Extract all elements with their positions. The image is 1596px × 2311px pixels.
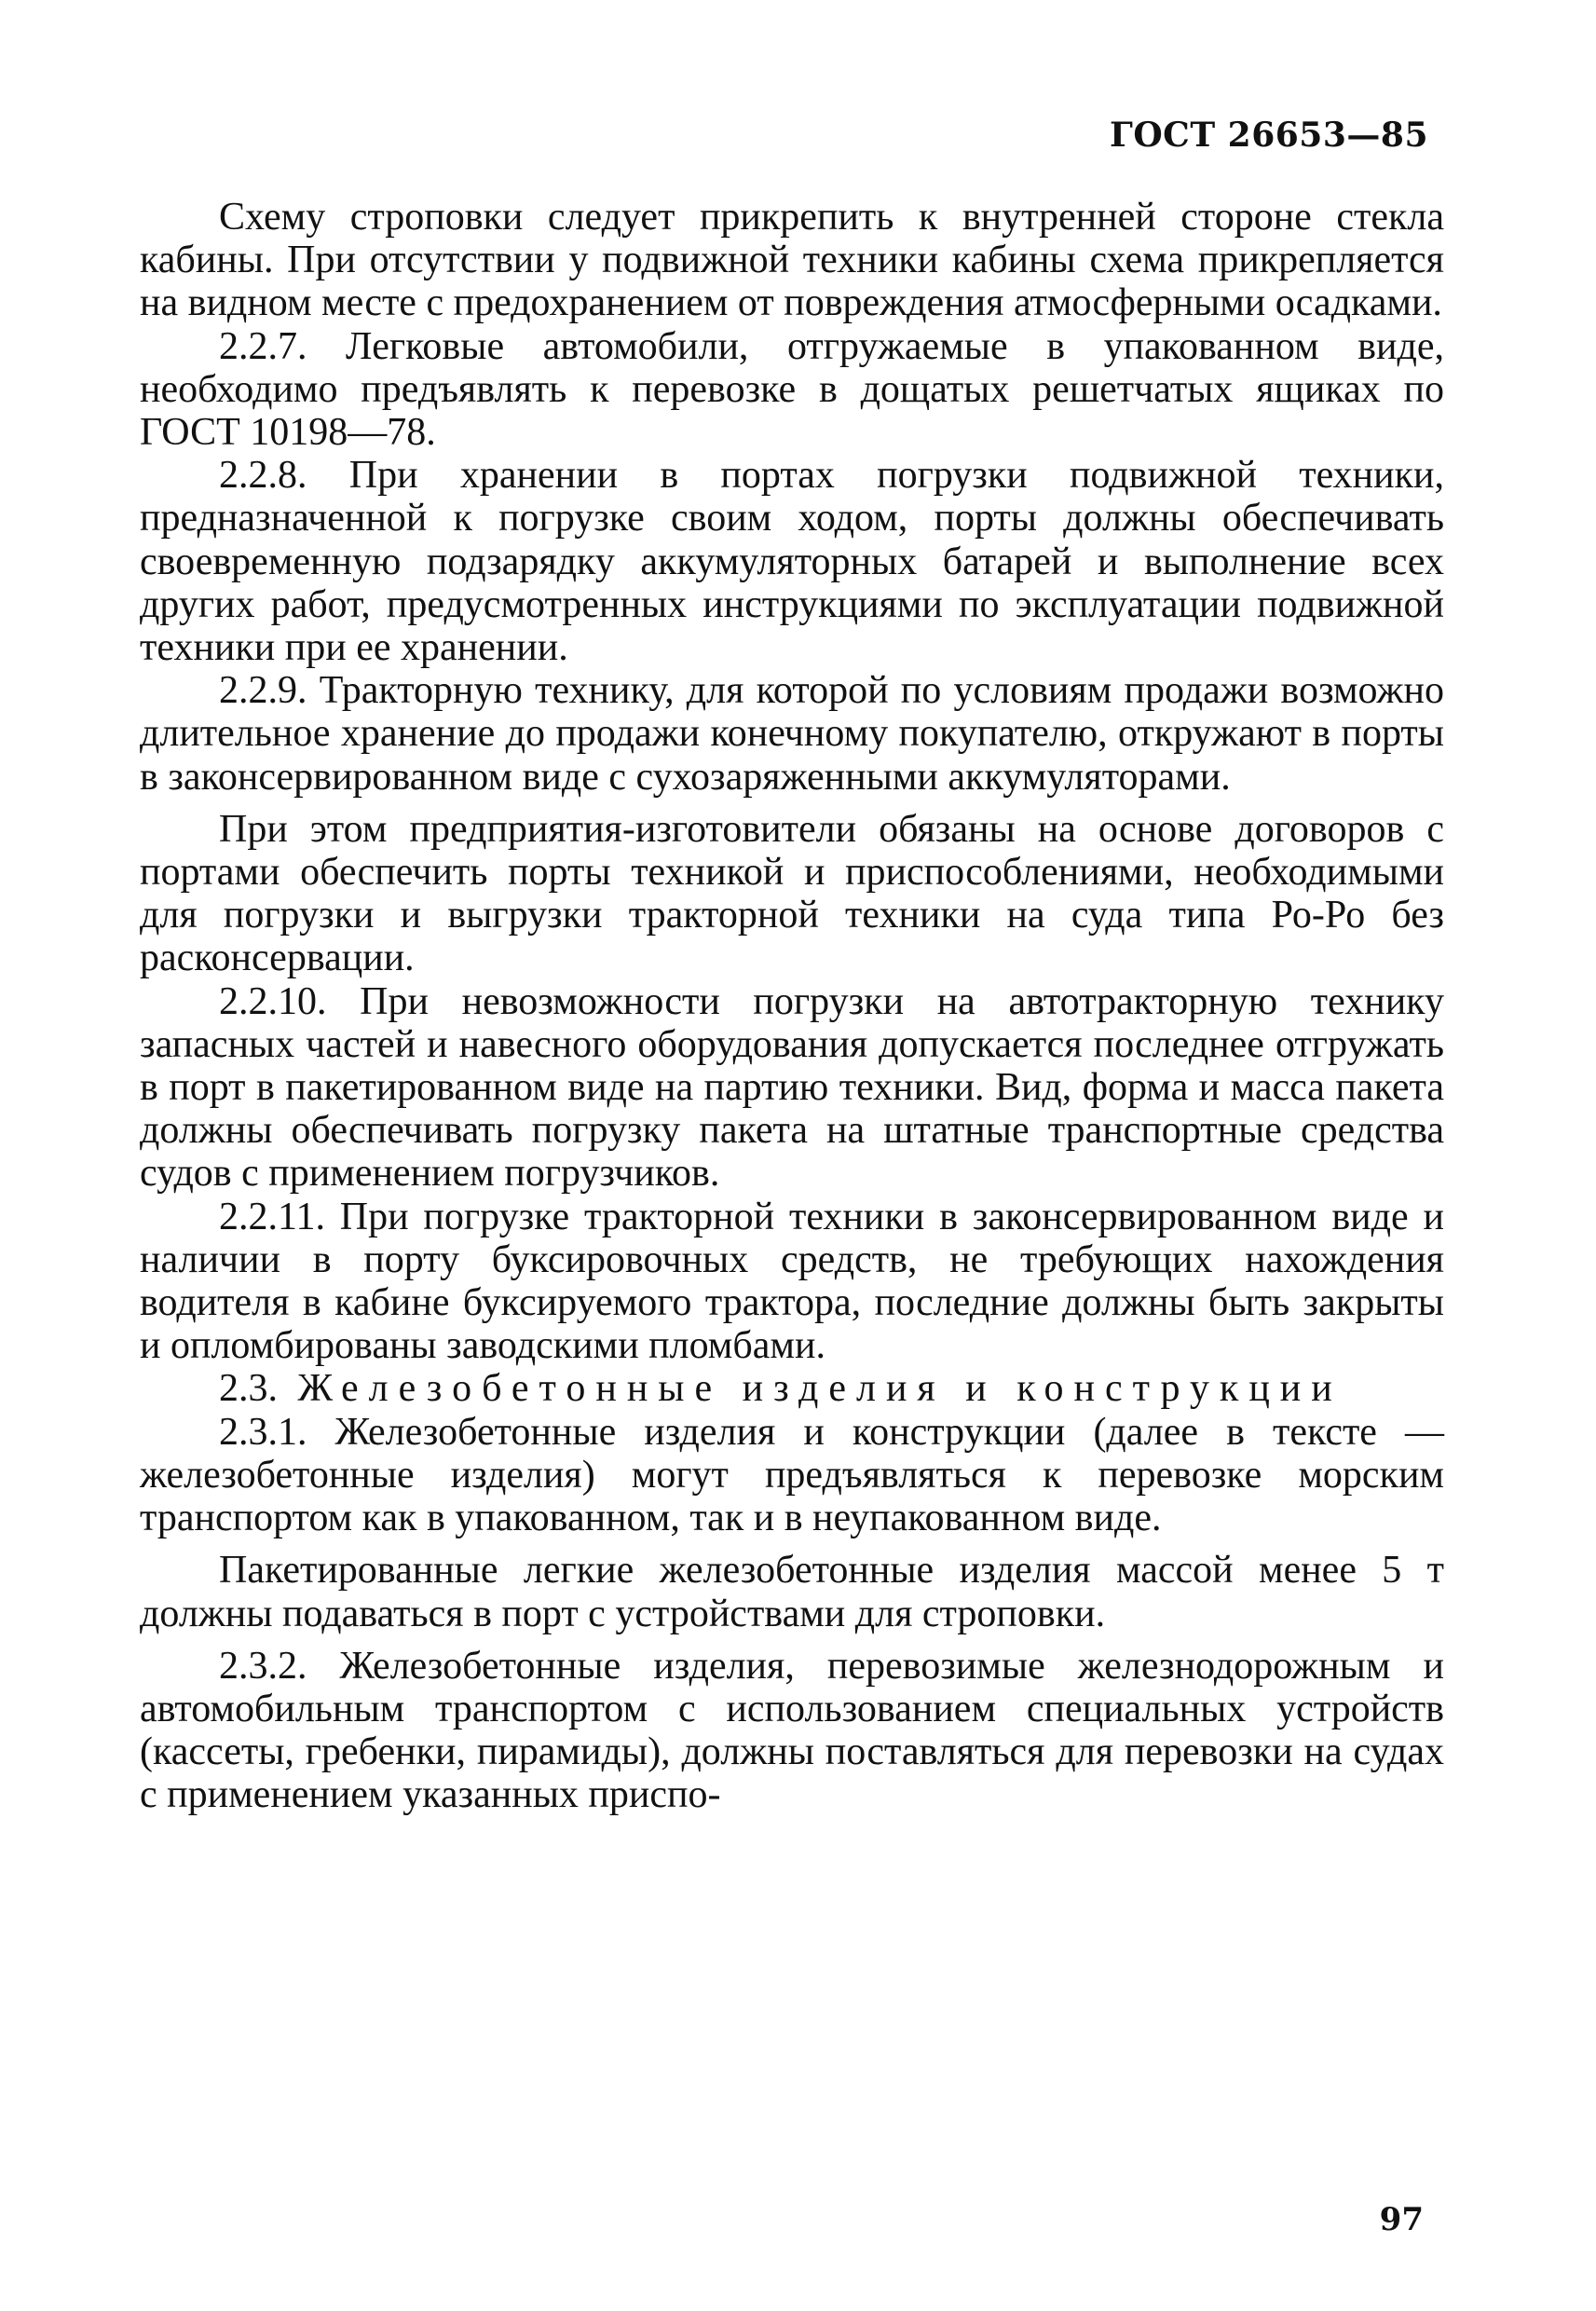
- section-number: 2.3.: [219, 1367, 278, 1411]
- paragraph-2-3-2: 2.3.2. Железобетонные изделия, перевозимые железнодорожным и автомобильным транспортом с использованием специальных устройств (кассеты, гребенки, пирамиды), должны поставляться для перевозки на судах с применением указанных приспо-: [140, 1644, 1444, 1817]
- body-text: [140, 196, 1444, 1817]
- paragraph-2-2-8: 2.2.8. При хранении в портах погрузки подвижной техники, предназначенной к погрузке своим ходом, порты должны обеспечивать своевременную подзарядку аккумуляторных батарей и выполнение всех других работ, предусмотренных инструкциями по эксплуатации подвижной техники при ее хранении.: [140, 454, 1444, 670]
- page-number: 97: [1379, 2201, 1424, 2238]
- paragraph-2-2-11: 2.2.11. При погрузке тракторной техники в законсервированном виде и наличии в порту буксировочных средств, не требующих нахождения водителя в кабине буксируемого трактора, последние должны быть закрыты и опломбированы заводскими пломбами.: [140, 1195, 1444, 1368]
- paragraph-2-2-9: 2.2.9. Тракторную технику, для которой по условиям продажи возможно длительное хранение до продажи конечному покупателю, откружают в порты в законсервированном виде с сухозаряженными аккумуляторами.: [140, 669, 1444, 799]
- section-heading-2-3: [140, 1367, 1444, 1410]
- paragraph-packaged-items: Пакетированные легкие железобетонные изделия массой менее 5 т должны подаваться в порт с устройствами для строповки.: [140, 1549, 1444, 1635]
- paragraph-2-2-7: 2.2.7. Легковые автомобили, отгружаемые в упакованном виде, необходимо предъявлять к перевозке в дощатых решетчатых ящиках по ГОСТ 10198—78.: [140, 324, 1444, 455]
- page-header: ГОСТ 26653—85: [1109, 116, 1428, 155]
- paragraph-2-3-1: 2.3.1. Железобетонные изделия и конструкции (далее в тексте — железобетонные изделия) могут предъявляться к перевозке морским транспортом как в упакованном, так и в неупакованном виде.: [140, 1410, 1444, 1540]
- paragraph-manufacturers-obligation: При этом предприятия-изготовители обязаны на основе договоров с портами обеспечить порты техникой и приспособлениями, необходимыми для погрузки и выгрузки тракторной техники на суда типа Ро-Ро без расконсервации.: [140, 807, 1444, 980]
- section-title: Железобетонные изделия и конструкции: [297, 1367, 1343, 1411]
- paragraph-2-2-10: 2.2.10. При невозможности погрузки на автотракторную технику запасных частей и навесного оборудования допускается последнее отгружать в порт в пакетированном виде на партию техники. Вид, форма и масса пакета должны обеспечивать погрузку пакета на штатные транспортные средства судов с применением погрузчиков.: [140, 979, 1444, 1196]
- paragraph-scheme-attachment: Схему строповки следует прикрепить к внутренней стороне стекла кабины. При отсутствии у подвижной техники кабины схема прикрепляется на видном месте с предохранением от повреждения атмосферными осадками.: [140, 196, 1444, 325]
